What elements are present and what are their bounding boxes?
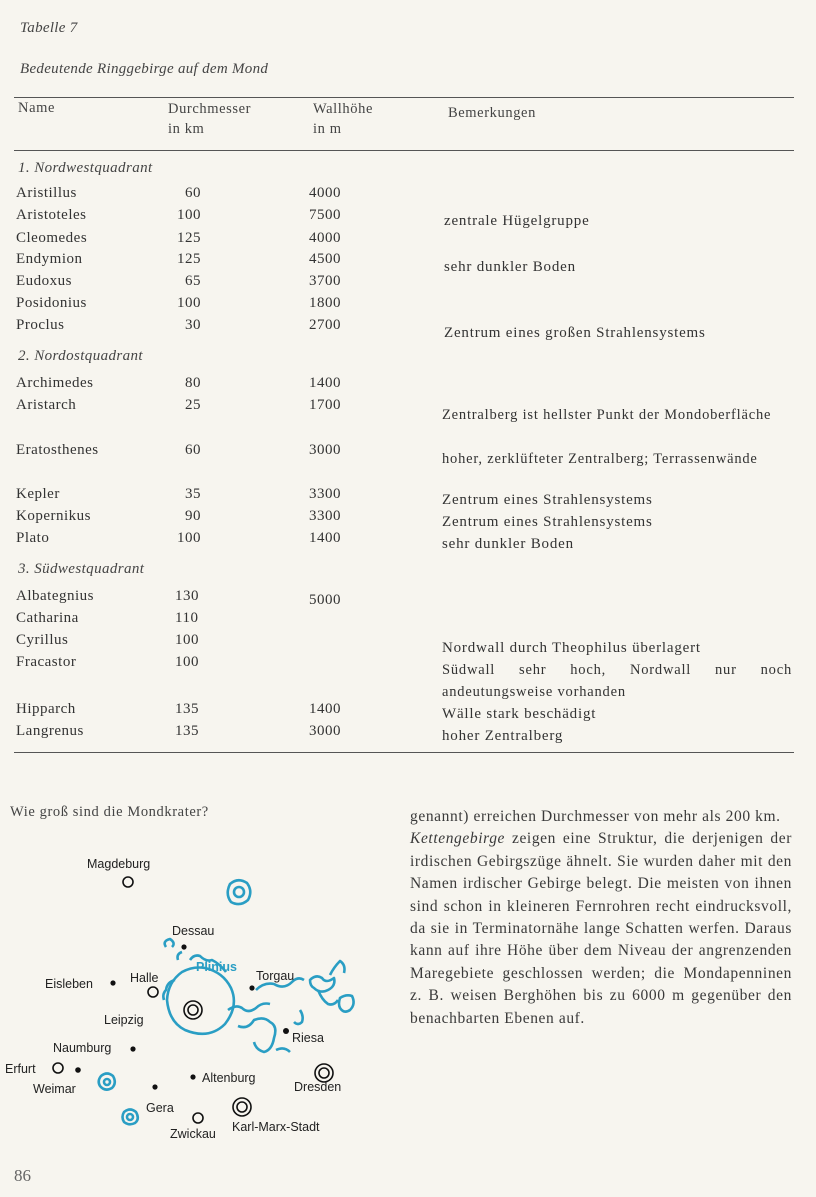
city-dot-icon — [75, 1067, 81, 1073]
crater-diameter: 135 — [175, 701, 199, 717]
city-dot-icon — [190, 1074, 195, 1079]
table-top-rule — [14, 97, 794, 98]
crater-diameter: 60 — [185, 442, 201, 458]
small-crater-icon — [123, 1110, 138, 1125]
map-label-zwickau: Zwickau — [170, 1127, 216, 1141]
map-label-weimar: Weimar — [33, 1082, 76, 1096]
section-title: 3. Südwestquadrant — [18, 561, 145, 577]
crater-diameter: 90 — [185, 508, 201, 524]
map-label-halle: Halle — [130, 971, 159, 985]
crater-height: 4000 — [309, 230, 341, 246]
crater-height: 1400 — [309, 701, 341, 717]
crater-height: 1700 — [309, 397, 341, 413]
crater-height: 1400 — [309, 530, 341, 546]
page-number: 86 — [14, 1166, 31, 1185]
crater-height: 1400 — [309, 375, 341, 391]
crater-name: Eratosthenes — [16, 442, 99, 458]
crater-remark: sehr dunkler Boden — [442, 536, 574, 552]
table-number: Tabelle 7 — [20, 20, 78, 36]
col-header-diameter-line1: Durchmesser — [168, 101, 252, 117]
crater-height: 7500 — [309, 207, 341, 223]
crater-diameter: 65 — [185, 273, 201, 289]
body-text — [410, 806, 792, 1030]
city-circle-icon — [123, 877, 133, 887]
crater-name: Fracastor — [16, 654, 77, 670]
crater-diameter: 30 — [185, 317, 201, 333]
col-header-diameter-line2: in km — [168, 121, 205, 137]
crater-name: Aristoteles — [16, 207, 87, 223]
crater-name: Aristarch — [16, 397, 77, 413]
city-circle-icon — [319, 1068, 329, 1078]
col-header-remarks: Bemerkungen — [448, 105, 536, 121]
crater-remark: Nordwall durch Theophilus überlagert — [442, 640, 701, 656]
crater-diameter: 100 — [177, 530, 201, 546]
body-paragraph: genannt) erreichen Durchmesser von mehr als 200 km. — [410, 808, 781, 825]
city-circle-icon — [148, 987, 158, 997]
map-label-karl-marx-stadt: Karl-Marx-Stadt — [232, 1120, 320, 1134]
body-paragraph-rest: zeigen eine Struktur, die derjenigen der irdischen Gebirgszüge ähnelt. Sie wurden daher mit den Namen irdischer Gebirge belegt. Die meisten von ihnen sind schon in kleineren Fernrohren recht eindrucksvoll, da sie in Terminatornähe lange Schatten werfen. Daraus kann auf ihre Höhe über dem Niveau der angrenzenden Maregebiete geschlossen werden; die Mondapenninen z. B. weisen Berghöhen bis zu 6000 m gegenüber den benachbarten Ebenen auf. — [410, 830, 792, 1027]
crater-name: Kepler — [16, 486, 60, 502]
crater-height: 3000 — [309, 442, 341, 458]
table-bottom-rule — [14, 752, 794, 753]
col-header-wallheight-line2: in m — [313, 121, 342, 137]
map-label-plinius: Plinius — [196, 960, 237, 974]
small-crater-icon — [99, 1074, 115, 1090]
crater-remark: zentrale Hügelgruppe — [444, 213, 590, 229]
section-title: 2. Nordostquadrant — [18, 348, 143, 364]
crater-name: Aristillus — [16, 185, 77, 201]
col-header-diameter — [168, 99, 251, 139]
city-dot-icon — [181, 944, 186, 949]
crater-name: Archimedes — [16, 375, 94, 391]
crater-name: Eudoxus — [16, 273, 72, 289]
map-label-eisleben: Eisleben — [45, 977, 93, 991]
crater-height: 3300 — [309, 508, 341, 524]
city-dot-icon — [249, 985, 254, 990]
city-circle-icon — [188, 1005, 198, 1015]
figure-caption: Wie groß sind die Mondkrater? — [10, 804, 209, 820]
crater-remark: Südwall sehr hoch, Nordwall nur noch andeutungsweise vorhanden — [442, 662, 792, 700]
crater-remark: Zentrum eines Strahlensystems — [442, 492, 653, 508]
crater-remark: sehr dunkler Boden — [444, 259, 576, 275]
crater-diameter: 125 — [177, 230, 201, 246]
crater-remark: hoher Zentralberg — [442, 728, 564, 744]
plinius-crater-icon — [228, 880, 251, 904]
crater-diameter: 110 — [175, 610, 199, 626]
crater-diameter: 100 — [177, 207, 201, 223]
crater-name: Endymion — [16, 251, 83, 267]
crater-height: 3000 — [309, 723, 341, 739]
map-label-dresden: Dresden — [294, 1080, 342, 1094]
crater-height: 1800 — [309, 295, 341, 311]
crater-diameter: 35 — [185, 486, 201, 502]
map-label-gera: Gera — [146, 1101, 174, 1115]
crater-name: Cyrillus — [16, 632, 69, 648]
crater-name: Langrenus — [16, 723, 84, 739]
crater-diameter: 135 — [175, 723, 199, 739]
city-circle-icon — [53, 1063, 63, 1073]
body-paragraph — [410, 828, 792, 1030]
map-label-altenburg: Altenburg — [202, 1071, 256, 1085]
crater-diameter: 25 — [185, 397, 201, 413]
col-header-name: Name — [18, 100, 56, 116]
crater-height: 4000 — [309, 185, 341, 201]
crater-name: Kopernikus — [16, 508, 91, 524]
crater-remark: Wälle stark beschädigt — [442, 706, 597, 722]
crater-diameter: 100 — [175, 654, 199, 670]
city-circle-icon — [184, 1001, 202, 1019]
crater-name: Hipparch — [16, 701, 76, 717]
crater-height: 3300 — [309, 486, 341, 502]
crater-remark: Zentrum eines großen Strahlensystems — [444, 325, 706, 341]
crater-diameter: 125 — [177, 251, 201, 267]
city-dot-icon — [283, 1028, 289, 1034]
map-label-torgau: Torgau — [256, 969, 295, 983]
crater-height: 2700 — [309, 317, 341, 333]
col-header-wallheight-line1: Wallhöhe — [313, 101, 374, 117]
col-header-wallheight — [313, 99, 373, 139]
crater-diameter: 130 — [175, 588, 199, 604]
city-dot-icon — [152, 1084, 157, 1089]
crater-name: Catharina — [16, 610, 79, 626]
crater-height: 3700 — [309, 273, 341, 289]
table-header-rule — [14, 150, 794, 151]
body-term: Kettengebirge — [410, 830, 506, 848]
map-label-erfurt: Erfurt — [5, 1062, 36, 1076]
crater-height: 5000 — [309, 592, 341, 608]
section-title: 1. Nordwestquadrant — [18, 160, 153, 176]
mare-region-icon — [163, 939, 353, 1052]
city-dot-icon — [110, 980, 115, 985]
city-circle-icon — [237, 1102, 247, 1112]
crater-name: Plato — [16, 530, 50, 546]
crater-name: Posidonius — [16, 295, 87, 311]
crater-name: Albategnius — [16, 588, 94, 604]
map-label-dessau: Dessau — [172, 924, 215, 938]
crater-diameter: 100 — [175, 632, 199, 648]
city-circle-icon — [193, 1113, 203, 1123]
table-title: Bedeutende Ringgebirge auf dem Mond — [20, 61, 269, 77]
crater-name: Proclus — [16, 317, 65, 333]
crater-height: 4500 — [309, 251, 341, 267]
crater-remark: hoher, zerklüfteter Zentralberg; Terrassenwände — [442, 451, 758, 467]
crater-diameter: 80 — [185, 375, 201, 391]
crater-diameter: 100 — [177, 295, 201, 311]
crater-name: Cleomedes — [16, 230, 88, 246]
map-label-riesa: Riesa — [292, 1031, 324, 1045]
map-label-naumburg: Naumburg — [53, 1041, 112, 1055]
city-circle-icon — [233, 1098, 251, 1116]
crater-remark: Zentralberg ist hellster Punkt der Mondoberfläche — [442, 407, 772, 423]
map-label-magdeburg: Magdeburg — [87, 857, 151, 871]
map-label-leipzig: Leipzig — [104, 1013, 144, 1027]
crater-remark: Zentrum eines Strahlensystems — [442, 514, 653, 530]
city-dot-icon — [130, 1046, 135, 1051]
crater-diameter: 60 — [185, 185, 201, 201]
